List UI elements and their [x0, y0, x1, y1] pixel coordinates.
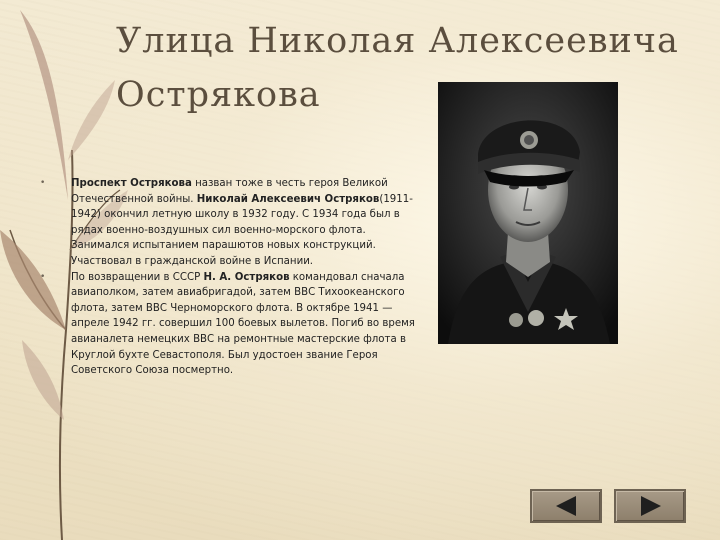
bold-phrase: Проспект Острякова	[71, 178, 192, 189]
portrait-photo-image	[438, 82, 618, 344]
portrait-photo	[438, 82, 618, 344]
bold-phrase: Николай Алексеевич Остряков	[196, 193, 380, 205]
next-slide-button[interactable]	[614, 489, 686, 523]
paragraph-2	[40, 270, 420, 379]
bold-phrase: Н. А. Остряков	[203, 271, 290, 283]
bullet-2: •	[40, 271, 46, 282]
text-span: назван тоже в честь героя Великой Отечественной войны.	[71, 178, 388, 205]
previous-slide-button[interactable]	[530, 489, 602, 523]
title-line-1: Улица Николая Алексеевича	[116, 21, 679, 61]
text-span: командовал сначала авиаполком, затем авиабригадой, затем ВВС Тихоокеанского флота, затем ВВС Черноморского флота. В октябре 1941 — апреле 1942 гг. совершил 100 боевых вылетов. Погиб во время авианалета немецких ВВС на ремонтные мастерские флота в Круглой бухте Севастополя. Был удостоен звание Героя Советского Союза посмертно.	[71, 271, 415, 377]
text-span: (1911-1942) окончил летную школу в 1932 году. С 1934 года был в рядах военно-воздушных сил военно-морского флота. Занимался испытанием парашютов новых конструкций. Участвовал в гражданской войне в Испании.	[71, 193, 413, 267]
paragraph-1	[40, 176, 420, 270]
text-span: По возвращении в СССР	[71, 271, 204, 283]
triangle-right-icon	[616, 491, 684, 521]
title-line-2: Острякова	[116, 75, 321, 115]
body-text	[40, 176, 420, 379]
triangle-left-icon	[532, 491, 600, 521]
bullet-1: •	[40, 178, 46, 188]
